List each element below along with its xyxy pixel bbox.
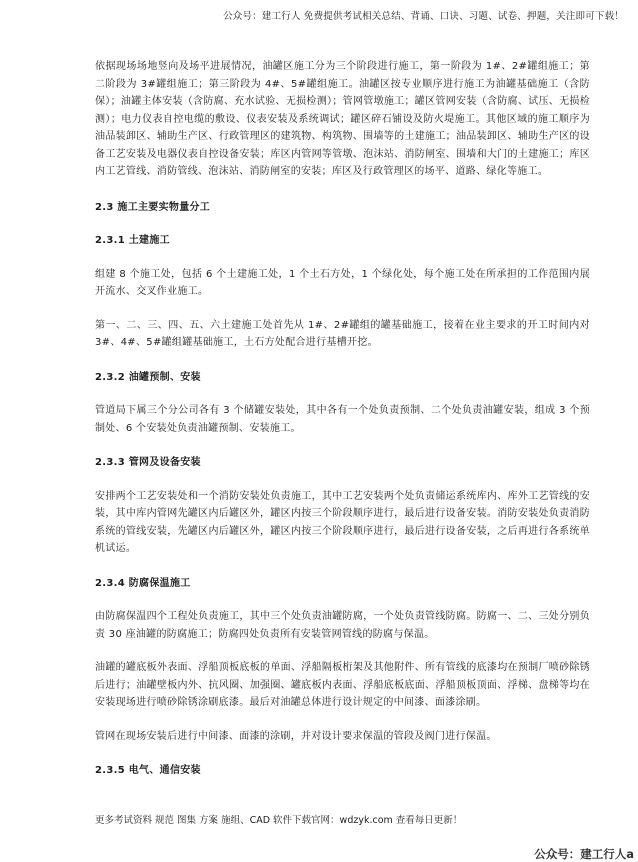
page-header: 公众号：建工行人 免费提供考试相关总结、背诵、口诀、习题、试卷、押题，关注即可下载！ — [223, 11, 624, 22]
paragraph: 组建 8 个施工处，包括 6 个土建施工处，1 个土石方处，1 个绿化处，每个施工处在所承担的工作范围内展开流水、交叉作业施工。 — [95, 268, 590, 297]
page-footer: 更多考试资料 规范 图集 方案 施组、CAD 软件下载官网：wdzyk.com 查看每日更新！ — [95, 815, 463, 826]
subsection-heading: 2.3.2 油罐预制、安装 — [95, 371, 201, 383]
subsection-heading: 2.3.5 电气、通信安装 — [95, 765, 201, 776]
section-heading: 2.3 施工主要实物量分工 — [95, 201, 211, 213]
paragraph: 管网在现场安装后进行中间漆、面漆的涂刷，并对设计要求保温的管段及阀门进行保温。 — [95, 730, 497, 742]
subsection-heading: 2.3.1 土建施工 — [95, 235, 170, 246]
watermark-signature: 公众号：建工行人a — [534, 847, 634, 861]
paragraph: 油罐的罐底板外表面、浮船顶板底板的单面、浮船隔板桁架及其他附件、所有管线的底漆均在预制厂喷砂除锈后进行；油罐壁板内外、抗风圈、加强圈、罐底板内表面、浮船底板底面、浮船顶板顶面、浮梯、盘梯等均在安装现场进行喷砂除锈涂刷底漆。最后对油罐总体进行设计规定的中间漆、面漆涂刷。 — [95, 662, 590, 708]
paragraph: 第一、二、三、四、五、六土建施工处首先从 1#、2#罐组的罐基础施工，接着在业主要求的开工时间内对 3#、4#、5#罐组罐基础施工，土石方处配合进行基槽开挖。 — [95, 319, 590, 348]
paragraph: 管道局下属三个分公司各有 3 个储罐安装处，其中各有一个处负责预制、二个处负责油罐安装，组成 3 个预制处、6 个安装处负责油罐预制、安装施工。 — [95, 405, 590, 434]
subsection-heading: 2.3.4 防腐保温施工 — [95, 577, 191, 589]
paragraph: 由防腐保温四个工程处负责施工，其中三个处负责油罐防腐，一个处负责管线防腐。防腐一、二、三处分别负责 30 座油罐的防腐施工；防腐四处负责所有安装管网管线的防腐与保温。 — [95, 611, 590, 640]
subsection-heading: 2.3.3 管网及设备安装 — [95, 457, 201, 468]
paragraph: 依据现场场地竖向及场平进展情况，油罐区施工分为三个阶段进行施工，第一阶段为 1#、2#罐组施工；第二阶段为 3#罐组施工；第三阶段为 4#、5#罐组施工。油罐区按专业顺序进行施工为油罐基础施工（含防保）；油罐主体安装（含防腐、充水试验、无损检测）；管网管墩施工；罐区管网安装（含防腐、试压、无损检测）；电力仪表自控电缆的敷设、仪表安装及系统调试；罐区碎石铺设及防火堤施工。其他区域的施工顺序为油品装卸区、辅助生产区、行政管理区的建筑物、构筑物、围墙等的土建施工；油品装卸区、辅助生产区的设备工艺安装及电器仪表自控设备安装；库区内管网等管墩、泡沫站、消防闸室、围墙和大门的土建施工；库区内工艺管线、消防管线、泡沫站、消防闸室的安装；库区及行政管理区的场平、道路、绿化等施工。 — [95, 61, 590, 177]
document-body — [95, 58, 590, 780]
paragraph: 安排两个工艺安装处和一个消防安装处负责施工，其中工艺安装两个处负责储运系统库内、库外工艺管线的安装，其中库内管网先罐区内后罐区外，罐区内按三个阶段顺序进行，最后进行设备安装。消防安装处负责消防系统的管线安装，先罐区内后罐区外，罐区内按三个阶段顺序进行，最后进行设备安装，之后再进行各系统单机试运。 — [95, 490, 590, 554]
